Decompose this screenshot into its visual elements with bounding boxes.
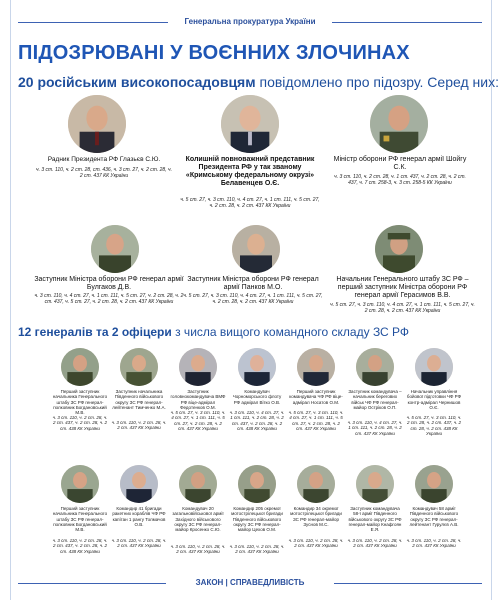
deputy-2-name: Заступник Міністра оборони РФ генерал армії Панков М.О.	[187, 276, 319, 291]
portrait-general-r1-7	[415, 348, 453, 386]
portrait-general-r2-4	[238, 465, 276, 503]
general-r2-1-name: Перший заступник начальника Генерального штабу ЗС РФ генерал-полковник Богдановський М.В.	[52, 506, 108, 533]
portrait-general-r1-3	[179, 348, 217, 386]
portrait-general-r2-2	[120, 465, 158, 503]
portrait-pankov	[232, 225, 280, 273]
general-r2-2-articles: ч. 3 ст. 110, ч. 2 ст. 28, ч. 2 ст. 437 КК України	[111, 538, 167, 549]
header-org: Генеральна прокуратура України	[184, 17, 316, 26]
deputy-1-name: Заступник Міністра оборони РФ генерал армії Булгаков Д.В.	[34, 276, 184, 291]
general-r2-5-name: Командир 34 окремої мотострілецької бригади ЗС РФ генерал-майор Зуснов М.С.	[290, 506, 342, 527]
deputy-1-articles: ч. 3 ст. 110, ч. 4 ст. 27, ч. 1 ст. 111, ч. 5 ст. 27, ч. 2 ст. 28, ч. 2 ст. 437, ч. 5 ст. 27, ч. 2 ст. 28, ч. 2 ст. 437 КК України	[34, 293, 184, 305]
portrait-general-r1-6	[356, 348, 394, 386]
general-r2-7-articles: ч. 3 ст. 110, ч. 2 ст. 28, ч. 2 ст. 437 КК України	[406, 538, 462, 549]
footer-slogan: ЗАКОН | СПРАВЕДЛИВІСТЬ	[195, 578, 305, 587]
top-person-1-articles: ч. 3 ст. 110, ч. 2 ст. 28, ст. 436, ч. 3 ст. 27, ч. 2 ст. 28, ч. 2 ст. 437 КК України	[36, 167, 172, 179]
general-r1-2-name: Заступник начальника Південного військового округу ЗС РФ генерал-лейтенант Тимченко М.А.	[112, 389, 166, 410]
general-r2-4-name: Командир 205 окремої мотострілецької бригади Південного військового округу ЗС РФ генерал-майор Цехов О.М.	[231, 506, 283, 533]
general-r1-4-name: Командувач Чорноморського флоту РФ адмірал Вітко О.В.	[232, 389, 282, 405]
general-r2-7-name: Командувач 58 армії Південного військового округу ЗС РФ генерал-лейтенант Гурулєв А.В.	[409, 506, 459, 527]
general-r1-7-name: Начальник управління бойової підготовки ЧФ РФ контр-адмірал Чернишов О.Є.	[406, 389, 462, 410]
portrait-general-r1-2	[120, 348, 158, 386]
portrait-general-r2-1	[61, 465, 99, 503]
general-r2-6-articles: ч. 3 ст. 110, ч. 2 ст. 28, ч. 2 ст. 437 КК України	[347, 538, 403, 549]
deputy-3-name: Начальник Генерального штабу ЗС РФ – перший заступник Міністра оборони РФ генерал армії Герасимов В.В.	[336, 276, 469, 299]
section-1-heading-bold: 20 російським високопосадовцям	[18, 74, 256, 90]
portrait-belaventsev	[221, 95, 279, 153]
general-r2-4-articles: ч. 3 ст. 110, ч. 2 ст. 28, ч. 2 ст. 437 КК України	[229, 544, 285, 555]
section-1-heading	[18, 74, 499, 90]
portrait-gerasimov	[375, 225, 423, 273]
general-r2-1-articles: ч. 3 ст. 110, ч. 2 ст. 28, ч. 2 ст. 437, ч. 2 ст. 28, ч. 2 ст. 438 КК України	[52, 538, 108, 554]
general-r2-2-name: Командир 41 бригади ракетних кораблів ЧФ РФ капітан 1 рангу Толмачов О.В.	[112, 506, 166, 527]
general-r1-3-name: Заступник головнокомандувача ВМФ РФ віце-адмірал Федотенков О.М.	[170, 389, 226, 410]
general-r2-5-articles: ч. 3 ст. 110, ч. 2 ст. 28, ч. 2 ст. 437 КК України	[288, 538, 344, 549]
deputy-3-articles: ч. 5 ст. 27, ч. 3 ст. 110, ч. 4 ст. 27, ч. 1 ст. 111, ч. 5 ст. 27, ч. 2 ст. 28, ч. 2 ст. 437 КК України	[330, 302, 475, 314]
general-r2-6-name: Заступник командувача 58-ї армії Південного військового округу ЗС РФ генерал-майор Кнафгоян Е.Я.	[348, 506, 402, 533]
portrait-general-r2-6	[356, 465, 394, 503]
section-2-heading-rest: з числа вищого командного складу ЗС РФ	[171, 325, 410, 339]
general-r1-3-articles: ч. 5 ст. 27, ч. 3 ст. 110, ч. 4 ст. 27, ч. 1 ст. 111, ч. 5 ст. 27, ч. 2 ст. 28, ч. 2 ст. 437 КК України	[170, 410, 226, 431]
portrait-general-r1-4	[238, 348, 276, 386]
top-person-1-name: Радник Президента РФ Глазьєв С.Ю.	[47, 156, 161, 163]
general-r1-5-articles: ч. 5 ст. 27, ч. 3 ст. 110, ч. 4 ст. 27, ч. 1 ст. 111, ч. 5 ст. 27, ч. 2 ст. 28, ч. 2 ст. 437 КК України	[288, 410, 344, 431]
general-r2-3-name: Командувач 20 загальновійськової армії Західного військового округу ЗС РФ генерал-майор Кросенко С.Ю.	[172, 506, 224, 533]
portrait-general-r1-1	[61, 348, 99, 386]
general-r1-6-articles: ч. 3 ст. 110, ч. 4 ст. 27, ч. 1 ст. 111, ч. 2 ст. 28, ч. 2 ст. 437 КК України	[347, 420, 403, 436]
general-r1-1-name: Перший заступник начальника Генерального штабу ЗС РФ генерал-полковник Богдановський М.В.	[52, 389, 108, 416]
top-person-3-name: Міністр оборони РФ генерал армії Шойгу С.К.	[333, 156, 467, 171]
portrait-general-r1-5	[297, 348, 335, 386]
general-r1-2-articles: ч. 3 ст. 110, ч. 2 ст. 28, ч. 2 ст. 437 КК України	[111, 420, 167, 431]
section-1-heading-rest: повідомлено про підозру. Серед них:	[255, 74, 499, 90]
section-2-heading	[18, 325, 409, 339]
general-r1-4-articles: ч. 3 ст. 110, ч. 4 ст. 27, ч. 1 ст. 111, ч. 2 ст. 28, ч. 2 ст. 437, ч. 2 ст. 28, ч. 2 ст. 438 КК України	[229, 410, 285, 431]
general-r1-7-articles: ч. 5 ст. 27, ч. 3 ст. 110, ч. 2 ст. 28, ч. 2 ст. 437, ч. 2 ст. 28, ч. 2 ст. 438 КК України	[406, 415, 462, 436]
section-2-heading-bold: 12 генералів та 2 офіцери	[18, 325, 172, 339]
general-r1-6-name: Заступник командувача – начальник берегових військ ЧФ РФ генерал-майор Остріков О.П.	[348, 389, 402, 410]
general-r1-1-articles: ч. 3 ст. 110, ч. 2 ст. 28, ч. 2 ст. 437, ч. 2 ст. 28, ч. 2 ст. 438 КК України	[52, 415, 108, 431]
portrait-general-r2-5	[297, 465, 335, 503]
portrait-general-r2-7	[415, 465, 453, 503]
top-person-2-articles: ч. 5 ст. 27, ч. 3 ст. 110, ч. 4 ст. 27, ч. 1 ст. 111, ч. 5 ст. 27, ч. 2 ст. 28, ч. 2 ст. 437 КК України	[180, 197, 320, 209]
portrait-shoigu	[370, 95, 428, 153]
top-person-2-name: Колишній повноважний представник Президента РФ у так званому «Кримському федеральному окрузі» Белавенцев О.Є.	[185, 156, 315, 187]
general-r1-5-name: Перший заступник командувача ЧФ РФ віце-адмірал Носатов О.М.	[289, 389, 343, 405]
deputy-2-articles: ч. 5 ст. 27, ч. 3 ст. 110, ч. 4 ст. 27, ч. 1 ст. 111, ч. 5 ст. 27, ч. 2 ст. 28, ч. 2 ст. 437 КК України	[183, 293, 323, 305]
general-r2-3-articles: ч. 3 ст. 110, ч. 2 ст. 28, ч. 2 ст. 437 КК України	[170, 544, 226, 555]
top-person-3-articles: ч. 3 ст. 110, ч. 2 ст. 28, ч. 1 ст. 437, ч. 2 ст. 28, ч. 2 ст. 437, ч. 7 ст. 258-3, ч. 3 ст. 258-5 КК України	[334, 174, 466, 186]
portrait-bulgakov	[91, 225, 139, 273]
page-title: ПІДОЗРЮВАНІ У ВОЄННИХ ЗЛОЧИНАХ	[18, 42, 410, 64]
portrait-glazyev	[68, 95, 126, 153]
portrait-general-r2-3	[179, 465, 217, 503]
